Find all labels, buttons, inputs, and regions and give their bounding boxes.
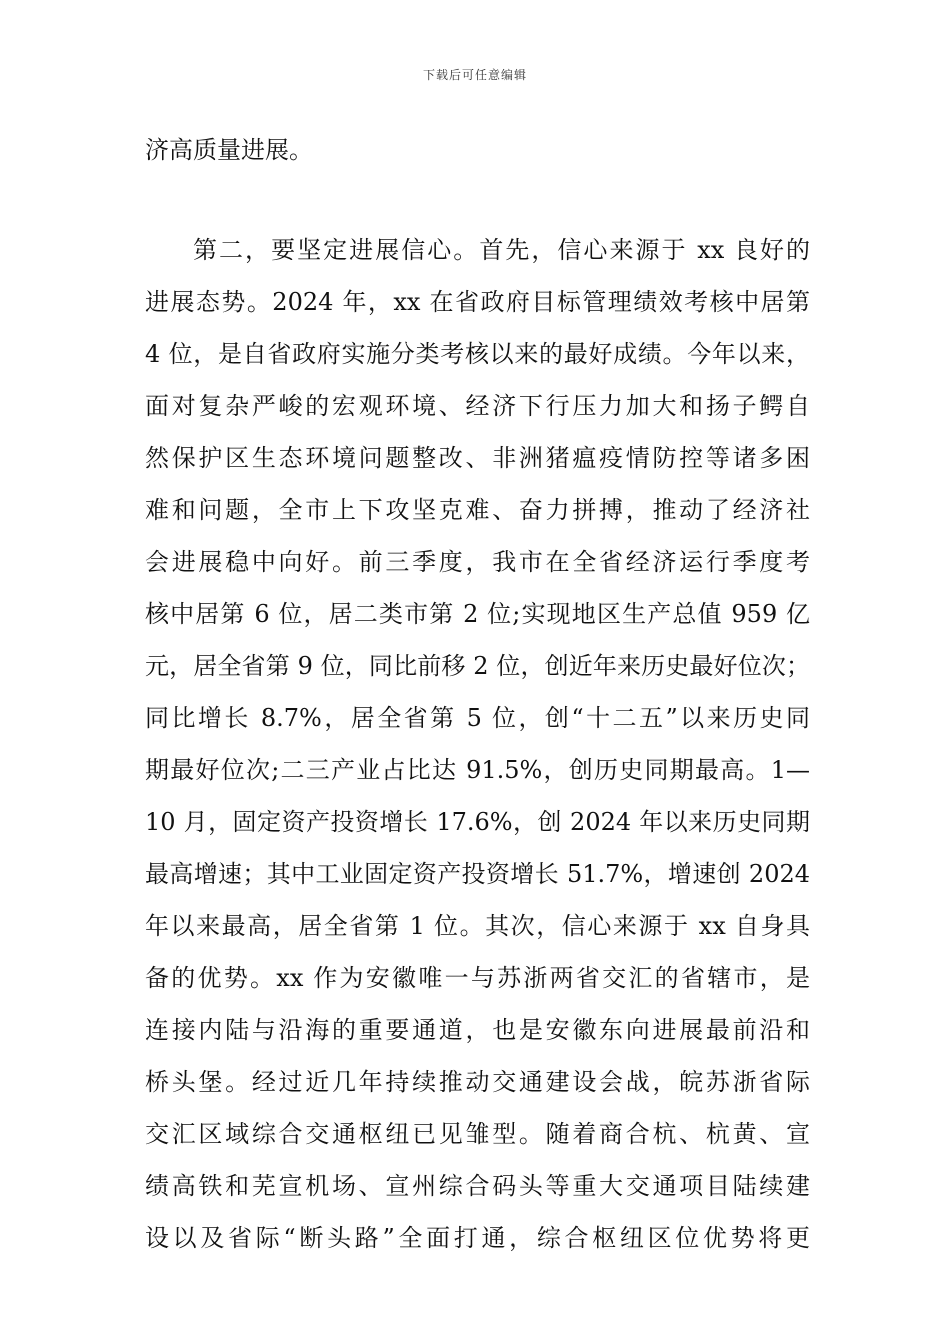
text-line: 4 位，是自省政府实施分类考核以来的最好成绩。今年以来， (145, 340, 810, 368)
text-line: 难和问题，全市上下攻坚克难、奋力拼搏，推动了经济社 (145, 496, 810, 524)
text-line: 元，居全省第 9 位，同比前移 2 位，创近年来历史最好位次； (145, 652, 810, 680)
text-line: 期最好位次;二三产业占比达 91.5%，创历史同期最高。1— (145, 756, 810, 784)
text-line: 交汇区域综合交通枢纽已见雏型。随着商合杭、杭黄、宣 (145, 1120, 810, 1148)
text-line: 面对复杂严峻的宏观环境、经济下行压力加大和扬子鳄自 (145, 392, 810, 420)
text-line: 进展态势。2024 年，xx 在省政府目标管理绩效考核中居第 (145, 288, 810, 316)
text-line: 连接内陆与沿海的重要通道，也是安徽东向进展最前沿和 (145, 1016, 810, 1044)
text-line: 会进展稳中向好。前三季度，我市在全省经济运行季度考 (145, 548, 810, 576)
text-line: 济高质量进展。 (145, 136, 313, 164)
text-line: 年以来最高，居全省第 1 位。其次，信心来源于 xx 自身具 (145, 912, 810, 940)
text-line: 备的优势。xx 作为安徽唯一与苏浙两省交汇的省辖市，是 (145, 964, 810, 992)
text-line: 同比增长 8.7%，居全省第 5 位，创“十二五”以来历史同 (145, 704, 810, 732)
page-header: 下载后可任意编辑 (422, 68, 527, 82)
text-line: 设以及省际“断头路”全面打通，综合枢纽区位优势将更 (145, 1224, 810, 1252)
text-line: 最高增速；其中工业固定资产投资增长 51.7%，增速创 2024 (145, 860, 810, 888)
text-line: 10 月，固定资产投资增长 17.6%，创 2024 年以来历史同期 (145, 808, 810, 836)
text-line: 然保护区生态环境问题整改、非洲猪瘟疫情防控等诸多困 (145, 444, 810, 472)
text-line: 核中居第 6 位，居二类市第 2 位;实现地区生产总值 959 亿 (145, 600, 810, 628)
text-line: 绩高铁和芜宣机场、宣州综合码头等重大交通项目陆续建 (145, 1172, 810, 1200)
text-line: 桥头堡。经过近几年持续推动交通建设会战，皖苏浙省际 (145, 1068, 810, 1096)
text-line: 第二，要坚定进展信心。首先，信心来源于 xx 良好的 (193, 236, 810, 264)
